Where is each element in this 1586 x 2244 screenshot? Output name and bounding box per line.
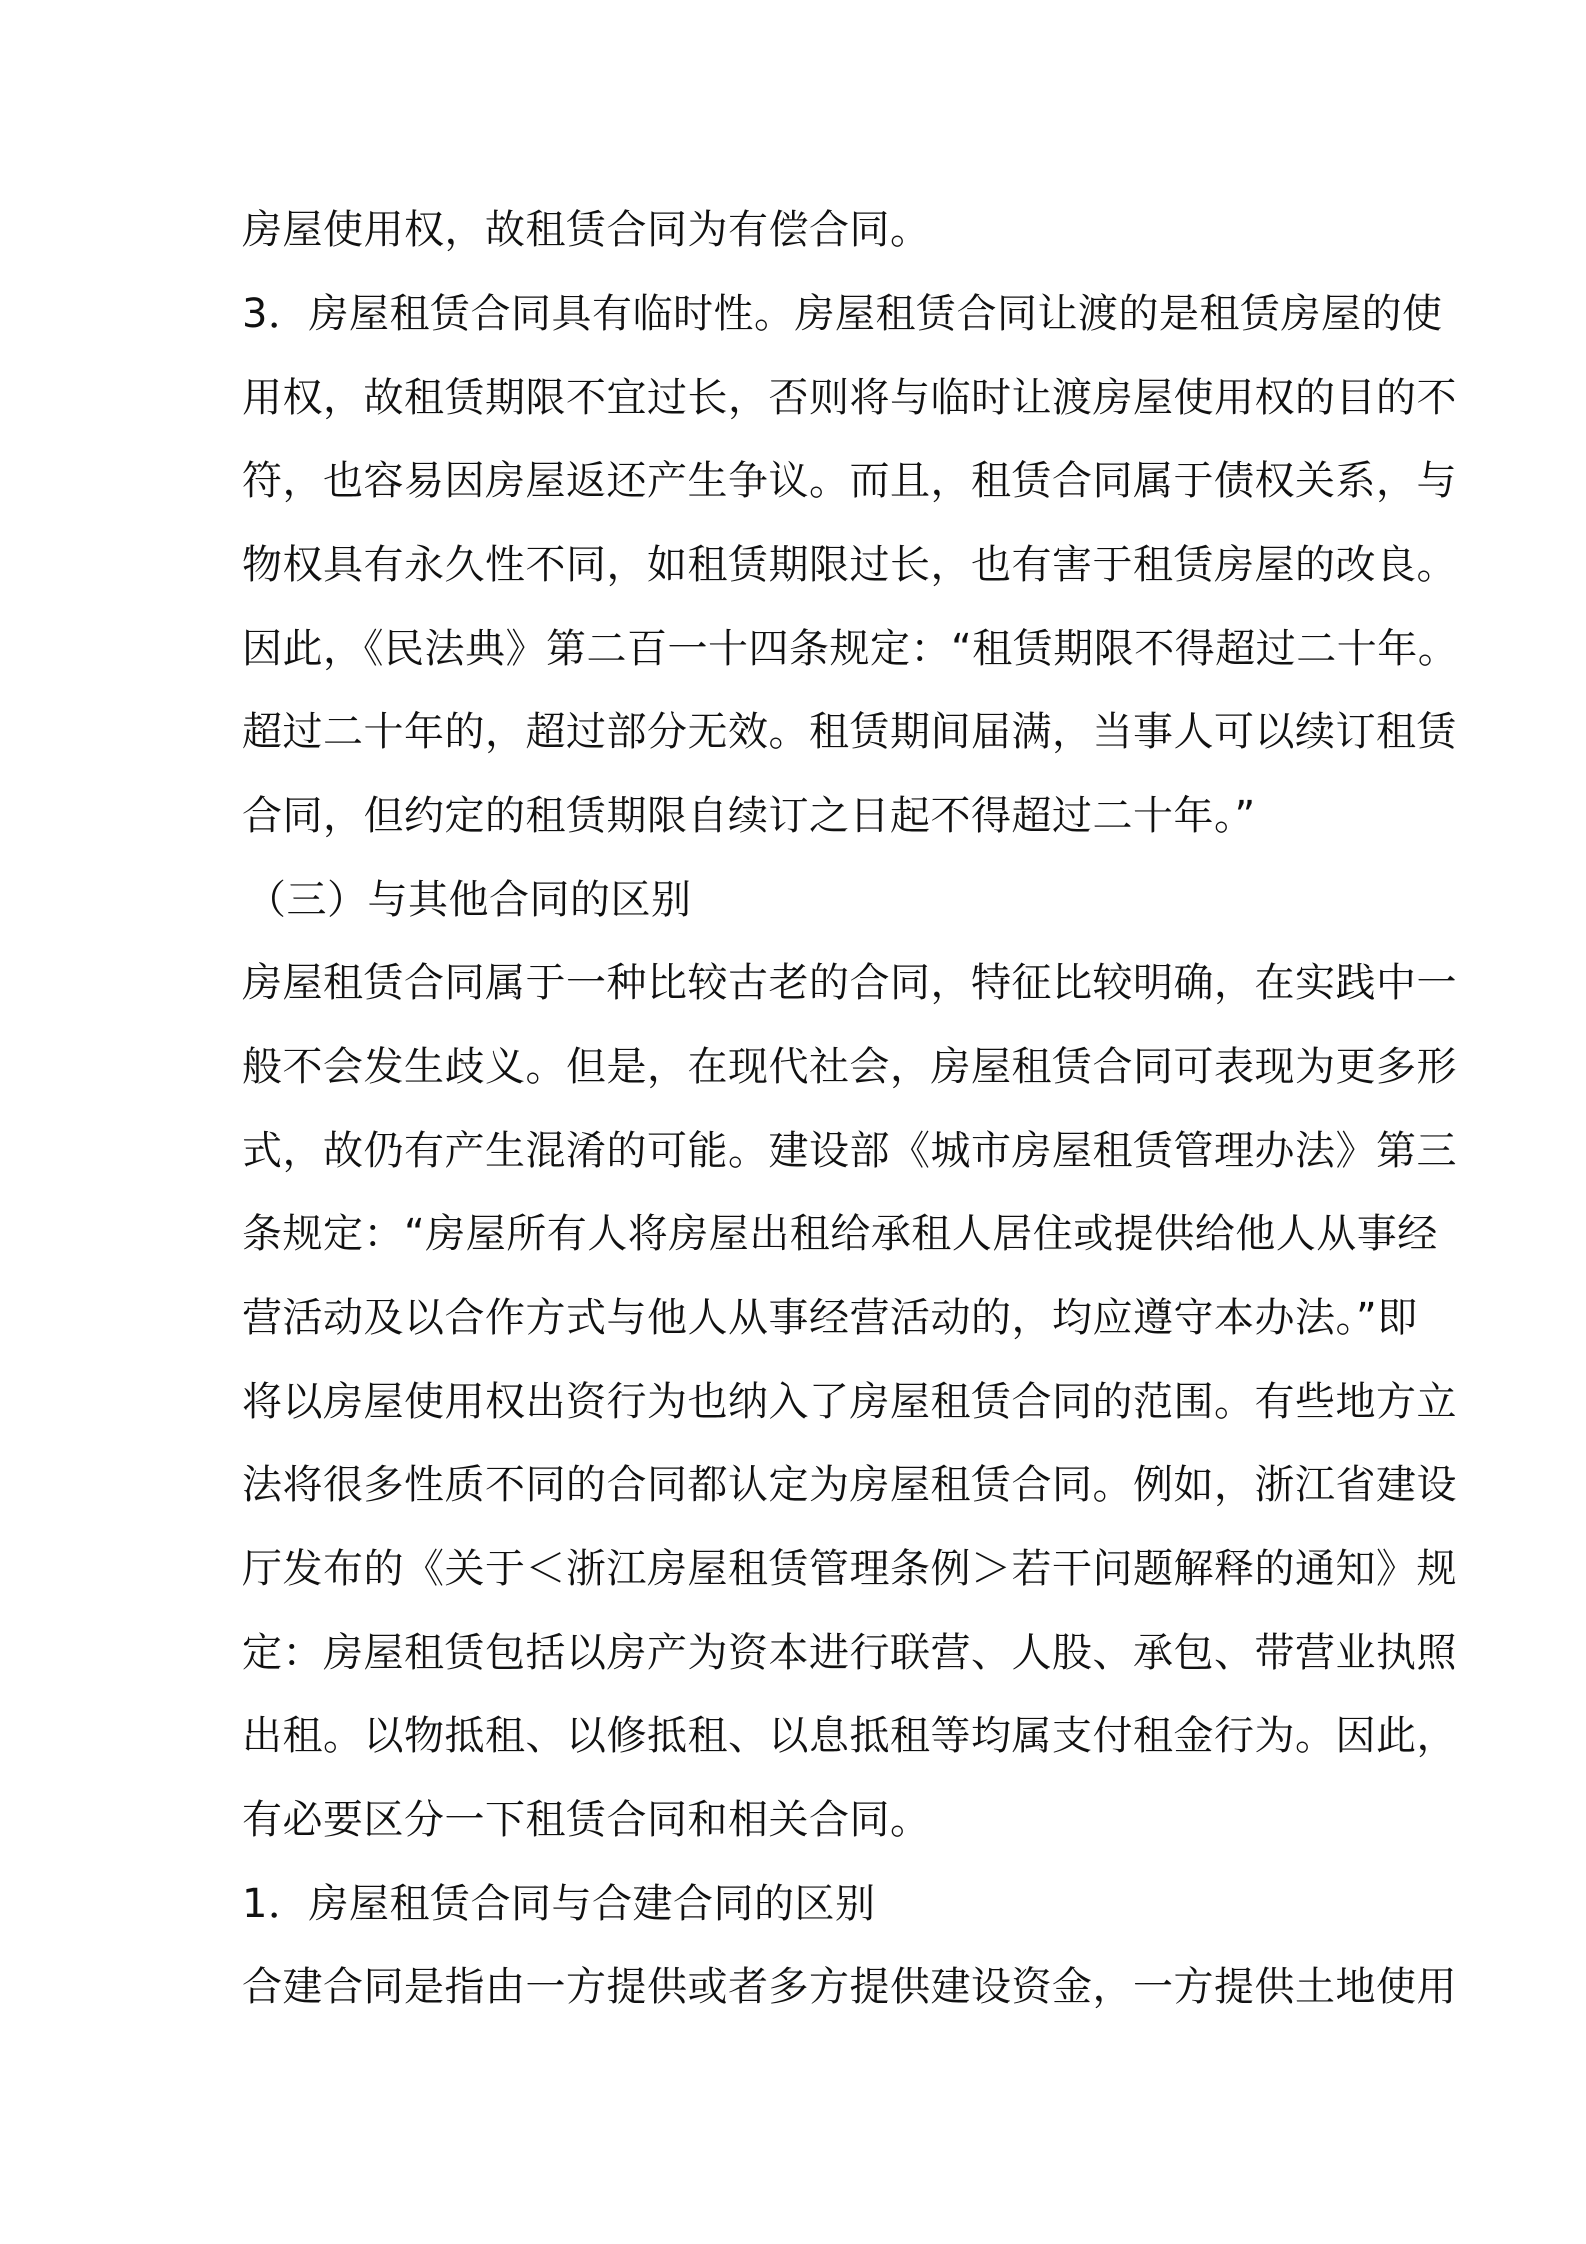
text-line: 超过二十年的，超过部分无效。租赁期间届满，当事人可以续订租赁 — [242, 709, 1457, 755]
text-line: 式，故仍有产生混淆的可能。建设部《城市房屋租赁管理办法》第三 — [242, 1128, 1457, 1174]
text-line: 房屋租赁合同属于一种比较古老的合同，特征比较明确，在实践中一 — [242, 960, 1457, 1006]
text-line: 营活动及以合作方式与他人从事经营活动的，均应遵守本办法。”即 — [242, 1295, 1418, 1341]
subsection-heading: 1．房屋租赁合同与合建合同的区别 — [242, 1881, 876, 1927]
section-heading: （三）与其他合同的区别 — [246, 877, 692, 923]
text-line: 法将很多性质不同的合同都认定为房屋租赁合同。例如，浙江省建设 — [242, 1462, 1457, 1508]
text-line: 出租。以物抵租、以修抵租、以息抵租等均属支付租金行为。因此， — [242, 1713, 1457, 1759]
text-line: 厅发布的《关于＜浙江房屋租赁管理条例＞若干问题解释的通知》规 — [242, 1546, 1457, 1592]
text-line: 符，也容易因房屋返还产生争议。而且，租赁合同属于债权关系，与 — [242, 458, 1457, 504]
text-line: 合建合同是指由一方提供或者多方提供建设资金，一方提供土地使用 — [242, 1964, 1457, 2010]
text-line: 条规定：“房屋所有人将房屋出租给承租人居住或提供给他人从事经 — [242, 1211, 1438, 1257]
text-line: 将以房屋使用权出资行为也纳入了房屋租赁合同的范围。有些地方立 — [242, 1379, 1457, 1425]
text-line: 3．房屋租赁合同具有临时性。房屋租赁合同让渡的是租赁房屋的使 — [242, 291, 1443, 337]
text-line: 合同，但约定的租赁期限自续订之日起不得超过二十年。” — [242, 793, 1256, 839]
text-line: 物权具有永久性不同，如租赁期限过长，也有害于租赁房屋的改良。 — [242, 542, 1457, 588]
text-line: 定：房屋租赁包括以房产为资本进行联营、人股、承包、带营业执照 — [242, 1630, 1457, 1676]
text-line: 有必要区分一下租赁合同和相关合同。 — [242, 1797, 931, 1843]
text-line: 房屋使用权，故租赁合同为有偿合同。 — [242, 207, 931, 253]
text-line: 因此，《民法典》第二百一十四条规定：“租赁期限不得超过二十年。 — [242, 626, 1459, 672]
text-line: 用权，故租赁期限不宜过长，否则将与临时让渡房屋使用权的目的不 — [242, 375, 1457, 421]
text-line: 般不会发生歧义。但是，在现代社会，房屋租赁合同可表现为更多形 — [242, 1044, 1457, 1090]
